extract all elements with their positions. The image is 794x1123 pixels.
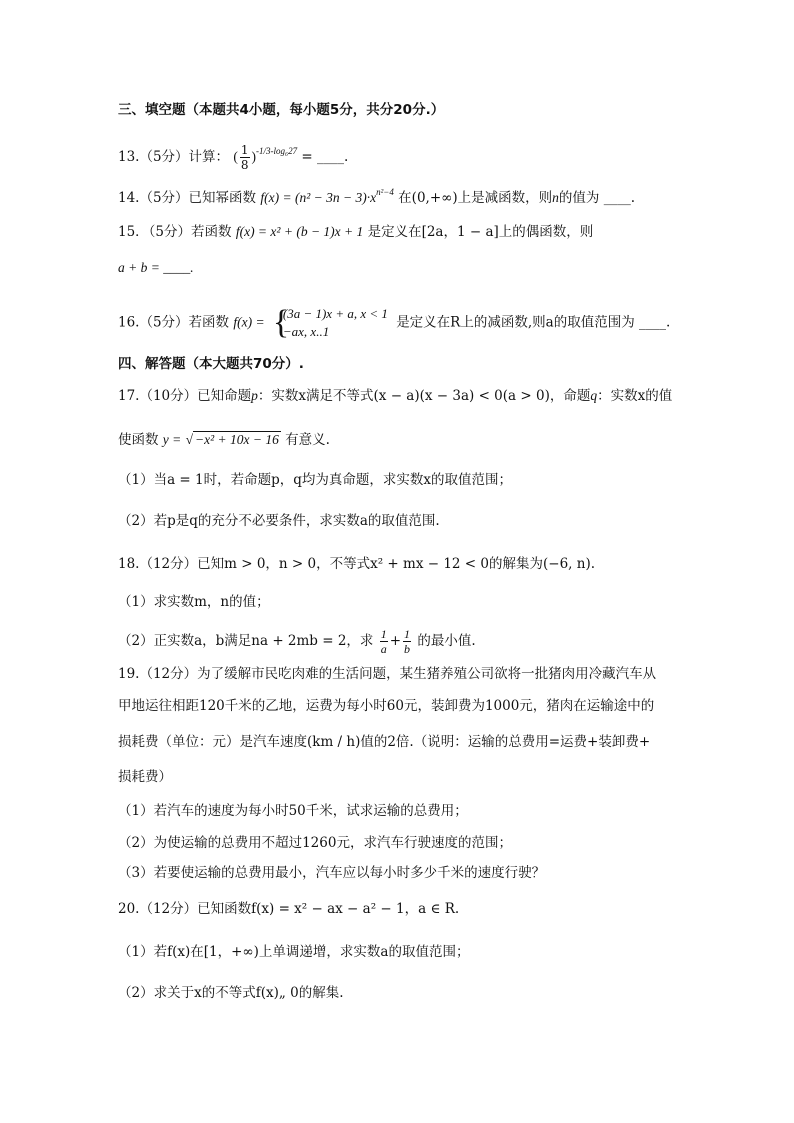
question-20: 20.（12分）已知函数f(x) = x² − ax − a² − 1，a ∈ R.	[118, 901, 460, 917]
question-16: 16.（5分）若函数 f(x) = { (3a − 1)x + a, x < 1 −ax, x..1 是定义在R上的减函数,则a的取值范围为 ____.	[118, 304, 671, 341]
question-18-part2: （2）正实数a，b满足na + 2mb = 2，求 $\frac{1}{a}$ + $\frac{1}{b}$ 的最小值.	[118, 627, 476, 656]
question-15-line2: a + b = ____.	[118, 260, 194, 275]
question-19-line4: 损耗费）	[118, 769, 172, 785]
question-19-part2: （2）为使运输的总费用不超过1260元，求汽车行驶速度的范围；	[118, 835, 512, 851]
q13-exponent: -1/3-log₆27	[256, 146, 298, 156]
q15-function: f(x) = x² + (b − 1)x + 1	[235, 224, 364, 239]
q13-answer-blank: = ____.	[301, 149, 349, 165]
question-19-part3: （3）若要使运输的总费用最小，汽车应以每小时多少千米的速度行驶？	[118, 865, 546, 881]
question-17-part2: （2）若p是q的充分不必要条件，求实数a的取值范围.	[118, 513, 440, 529]
question-17-line2: 使函数 y = √ −x² + 10x − 16 有意义.	[118, 432, 330, 448]
question-20-part2: （2）求关于x的不等式f(x)„ 0的解集.	[118, 985, 344, 1001]
question-13: 13.（5分）计算： ( $\frac{1}{8}$ )$^{-1/3-log_627}$ = ____.	[118, 143, 349, 172]
q18-fraction-b: $\frac{1}{b}$	[404, 627, 411, 656]
section-four-heading: 四、解答题（本大题共70分）.	[118, 356, 304, 372]
question-19-line3: 损耗费（单位：元）是汽车速度(km / h)值的2倍.（说明：运输的总费用=运费+装卸费+	[118, 734, 651, 750]
section-three-heading: 三、填空题（本题共4小题，每小题5分，共分20分.）	[118, 102, 445, 118]
q18-fraction-a: $\frac{1}{a}$	[380, 627, 387, 656]
question-19-line1: 19.（12分）为了缓解市民吃肉难的生活问题，某生猪养殖公司欲将一批猪肉用冷藏汽车从	[118, 666, 657, 682]
question-17: 17.（10分）已知命题p：实数x满足不等式(x − a)(x − 3a) < 0(a > 0)，命题q：实数x的值	[118, 388, 673, 404]
question-15: 15．（5分）若函数 f(x) = x² + (b − 1)x + 1 是定义在[2a，1 − a]上的偶函数，则	[118, 224, 594, 240]
question-18-part1: （1）求实数m，n的值；	[118, 594, 270, 610]
q16-piecewise: { (3a − 1)x + a, x < 1 −ax, x..1	[272, 304, 388, 341]
q14-function: f(x) = (n² − 3n − 3)·x	[260, 190, 377, 205]
q17-sqrt: √ −x² + 10x − 16	[185, 432, 279, 447]
question-17-part1: （1）当a = 1时，若命题p，q均为真命题，求实数x的取值范围；	[118, 472, 513, 488]
question-14: 14.（5分）已知幂函数 $f(x) = (n^2 - 3n - 3)\cdot x^{n^2-4}$ 在(0,+∞)上是减函数，则n的值为 ____.	[118, 187, 635, 206]
q13-label: 13.（5分）计算：	[118, 149, 230, 165]
question-19-line2: 甲地运往相距120千米的乙地，运费为每小时60元，装卸费为1000元，猪肉在运输途中的	[118, 698, 655, 714]
q13-fraction: $\frac{1}{8}$	[240, 143, 249, 172]
question-19-part1: （1）若汽车的速度为每小时50千米，试求运输的总费用；	[118, 803, 468, 819]
question-20-part1: （1）若f(x)在[1，+∞)上单调递增，求实数a的取值范围；	[118, 944, 470, 960]
question-18: 18.（12分）已知m > 0，n > 0，不等式x² + mx − 12 < 0的解集为(−6, n).	[118, 556, 596, 572]
